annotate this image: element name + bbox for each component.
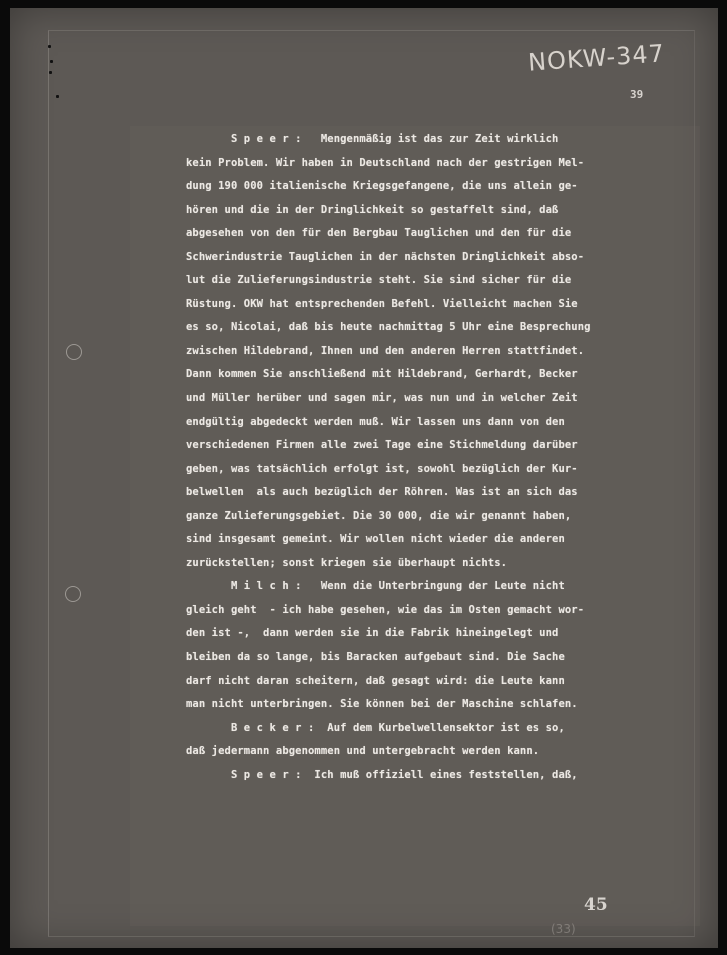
faint-stamp: (33)	[551, 922, 576, 936]
text-line: und Müller herüber und sagen mir, was nun und in welcher Zeit	[186, 392, 578, 405]
text-line: B e c k e r : Auf dem Kurbelwellensektor ist es so,	[186, 721, 565, 734]
text-line: belwellen als auch bezüglich der Röhren. Was ist an sich das	[186, 486, 578, 499]
punch-hole-icon	[65, 586, 81, 602]
text-line: abgesehen von den für den Bergbau Tauglichen und den für die	[186, 227, 572, 240]
archive-number: NOKW-347	[527, 39, 666, 77]
text-line: dung 190 000 italienische Kriegsgefangene, die uns allein ge-	[186, 180, 578, 193]
text-line: gleich geht - ich habe gesehen, wie das im Osten gemacht wor-	[186, 603, 585, 616]
text-line: hören und die in der Dringlichkeit so gestaffelt sind, daß	[186, 203, 559, 216]
text-line: darf nicht daran scheitern, daß gesagt wird: die Leute kann	[186, 674, 565, 687]
text-line: daß jedermann abgenommen und untergebracht werden kann.	[186, 745, 540, 758]
text-line: Dann kommen Sie anschließend mit Hildebrand, Gerhardt, Becker	[186, 368, 578, 381]
text-line: kein Problem. Wir haben in Deutschland nach der gestrigen Mel-	[186, 156, 585, 169]
text-line: es so, Nicolai, daß bis heute nachmittag 5 Uhr eine Besprechung	[186, 321, 591, 334]
punch-hole-icon	[66, 344, 82, 360]
staple-mark	[48, 45, 51, 48]
staple-mark	[50, 60, 53, 63]
staple-mark	[56, 95, 59, 98]
page-number-top: 39	[630, 88, 644, 101]
text-line: Schwerindustrie Tauglichen in der nächsten Dringlichkeit abso-	[186, 250, 585, 263]
text-line: den ist -, dann werden sie in die Fabrik hineingelegt und	[186, 627, 559, 640]
page-number-bottom: 45	[584, 895, 608, 915]
text-line: verschiedenen Firmen alle zwei Tage eine Stichmeldung darüber	[186, 439, 578, 452]
text-line: man nicht unterbringen. Sie können bei der Maschine schlafen.	[186, 698, 578, 711]
text-line: lut die Zulieferungsindustrie steht. Sie sind sicher für die	[186, 274, 572, 287]
text-line: ganze Zulieferungsgebiet. Die 30 000, die wir genannt haben,	[186, 509, 572, 522]
text-line: bleiben da so lange, bis Baracken aufgebaut sind. Die Sache	[186, 651, 565, 664]
text-line: zurückstellen; sonst kriegen sie überhaupt nichts.	[186, 556, 508, 569]
text-line: Rüstung. OKW hat entsprechenden Befehl. Vielleicht machen Sie	[186, 297, 578, 310]
text-line: S p e e r : Ich muß offiziell eines feststellen, daß,	[186, 768, 578, 781]
text-line: geben, was tatsächlich erfolgt ist, sowohl bezüglich der Kur-	[186, 462, 578, 475]
text-line: S p e e r : Mengenmäßig ist das zur Zeit wirklich	[186, 133, 559, 145]
typed-text-block	[186, 128, 666, 787]
text-line: zwischen Hildebrand, Ihnen und den anderen Herren stattfindet.	[186, 344, 585, 357]
text-line: M i l c h : Wenn die Unterbringung der Leute nicht	[186, 580, 565, 593]
staple-mark	[49, 71, 52, 74]
text-line: endgültig abgedeckt werden muß. Wir lassen uns dann von den	[186, 415, 565, 428]
text-line: sind insgesamt gemeint. Wir wollen nicht wieder die anderen	[186, 533, 565, 546]
